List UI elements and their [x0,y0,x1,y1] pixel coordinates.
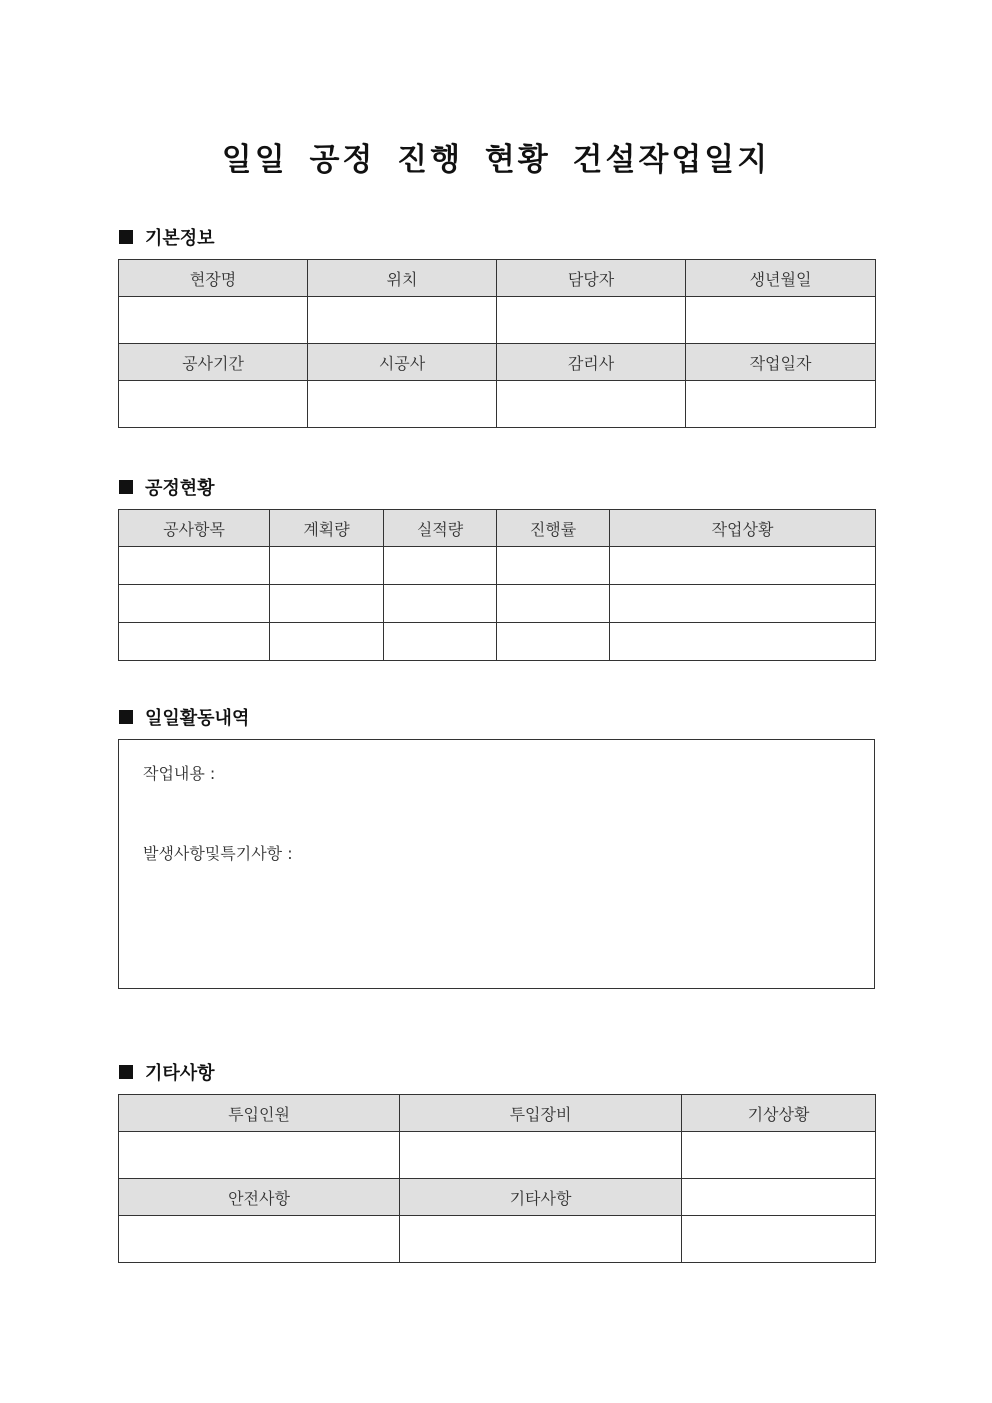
table-cell[interactable] [610,585,876,623]
table-cell[interactable] [610,547,876,585]
table-cell[interactable] [119,623,270,661]
header-construction-period: 공사기간 [119,344,308,381]
table-cell[interactable] [119,547,270,585]
header-planned-qty: 계획량 [270,510,384,547]
header-location: 위치 [308,260,497,297]
header-birthdate: 생년월일 [686,260,876,297]
table-cell[interactable] [384,623,497,661]
basic-info-table [118,259,876,428]
table-row [119,1132,876,1179]
section-etc-label: 기타사항 [145,1063,215,1084]
table-cell[interactable] [270,547,384,585]
section-basic-info-label: 기본정보 [145,228,215,249]
table-row [119,297,876,344]
location-field[interactable] [308,297,497,344]
table-cell[interactable] [497,547,610,585]
header-supervisor: 감리사 [497,344,686,381]
manager-field[interactable] [497,297,686,344]
header-contractor: 시공사 [308,344,497,381]
section-daily-activity [119,704,249,730]
table-cell[interactable] [270,585,384,623]
progress-table [118,509,876,661]
birthdate-field[interactable] [686,297,876,344]
section-progress [119,474,215,500]
section-etc [119,1059,215,1085]
table-cell[interactable] [497,585,610,623]
table-row [119,381,876,428]
page-title: 일일 공정 진행 현황 건설작업일지 [221,142,771,178]
equipment-field[interactable] [400,1132,682,1179]
other-field[interactable] [400,1216,682,1263]
table-header-row [119,1095,876,1132]
table-row [119,1216,876,1263]
table-header-row [119,1179,876,1216]
blank-cell[interactable] [682,1216,876,1263]
table-cell[interactable] [384,585,497,623]
header-work-item: 공사항목 [119,510,270,547]
table-cell[interactable] [384,547,497,585]
table-row [119,547,876,585]
table-cell[interactable] [119,585,270,623]
daily-activity-box[interactable] [118,739,875,989]
header-other: 기타사항 [400,1179,682,1216]
safety-field[interactable] [119,1216,400,1263]
table-row [119,623,876,661]
header-safety: 안전사항 [119,1179,400,1216]
header-site-name: 현장명 [119,260,308,297]
section-daily-activity-label: 일일활동내역 [145,708,250,729]
work-date-field[interactable] [686,381,876,428]
supervisor-field[interactable] [497,381,686,428]
header-work-status: 작업상황 [610,510,876,547]
section-progress-label: 공정현황 [145,478,215,499]
table-cell[interactable] [610,623,876,661]
weather-field[interactable] [682,1132,876,1179]
issues-label: 발생사항및특기사항 : [143,844,293,863]
work-content-label: 작업내용 : [143,764,216,783]
header-personnel: 투입인원 [119,1095,400,1132]
table-header-row [119,344,876,381]
contractor-field[interactable] [308,381,497,428]
table-cell[interactable] [270,623,384,661]
header-progress-rate: 진행률 [497,510,610,547]
personnel-field[interactable] [119,1132,400,1179]
square-bullet-icon [119,230,133,244]
site-name-field[interactable] [119,297,308,344]
header-manager: 담당자 [497,260,686,297]
table-cell[interactable] [497,623,610,661]
header-work-date: 작업일자 [686,344,876,381]
table-row [119,585,876,623]
construction-period-field[interactable] [119,381,308,428]
section-basic-info [119,224,215,250]
blank-cell[interactable] [682,1179,876,1216]
header-actual-qty: 실적량 [384,510,497,547]
table-header-row [119,510,876,547]
square-bullet-icon [119,480,133,494]
square-bullet-icon [119,710,133,724]
square-bullet-icon [119,1065,133,1079]
header-weather: 기상상황 [682,1095,876,1132]
header-equipment: 투입장비 [400,1095,682,1132]
etc-table [118,1094,876,1263]
table-header-row [119,260,876,297]
